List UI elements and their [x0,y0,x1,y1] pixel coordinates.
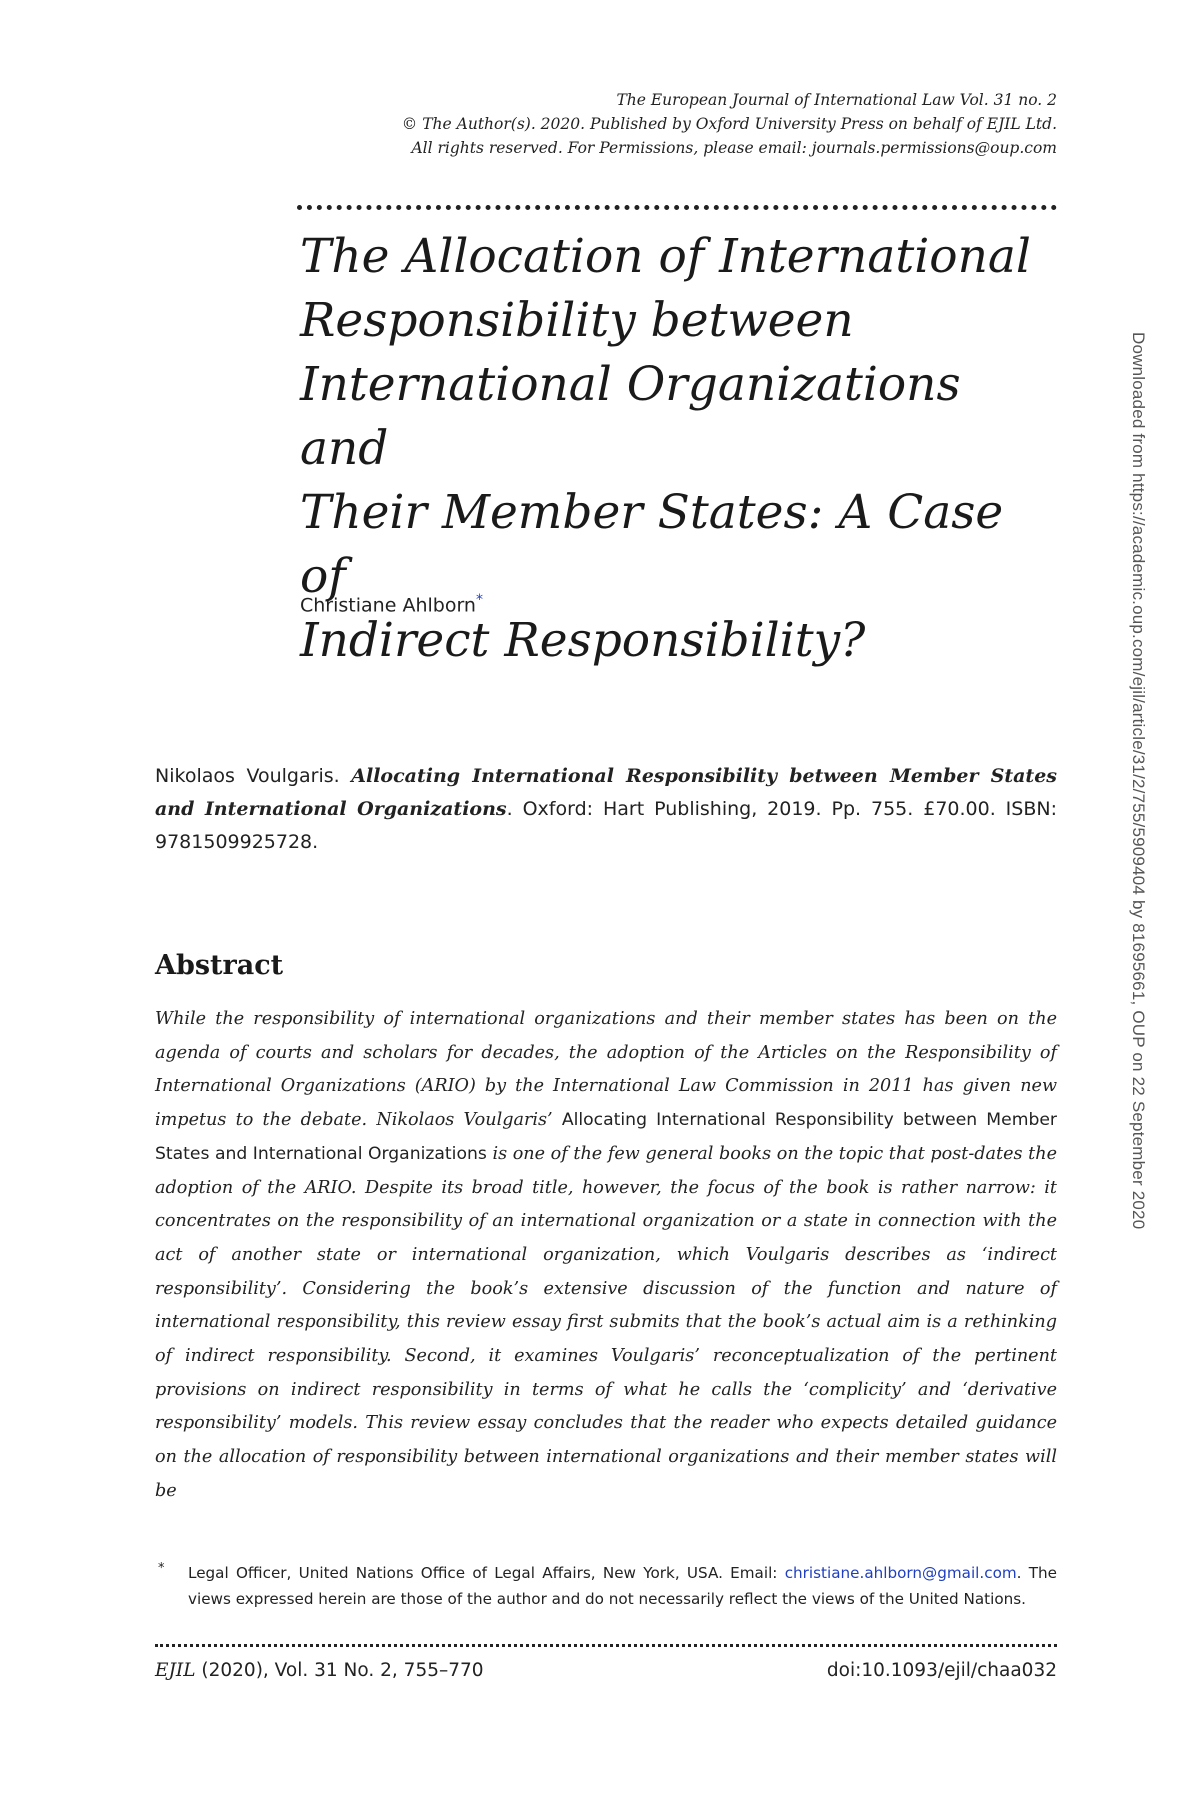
footer-divider [155,1644,1057,1647]
title-line: The Allocation of International [300,229,1031,284]
book-details: . Oxford: Hart Publishing, 2019. Pp. 755. £70.00. ISBN: 9781509925728. [155,798,1057,853]
footnote-disclaimer: . The views expressed herein are those of the author and do not necessarily reflect the views of the United Nations. [188,1564,1057,1608]
journal-abbrev: EJIL [155,1660,196,1681]
footnote-text [188,1560,1057,1612]
author-email-link[interactable]: christiane.ahlborn@gmail.com [784,1564,1017,1582]
journal-header [297,88,1057,160]
footnote-marker: * [158,1561,165,1576]
header-divider [297,205,1057,210]
download-watermark: Downloaded from https://academic.oup.com/ejil/article/31/2/755/5909404 by 81695661, OUP on 22 September 2020 [1129,332,1148,1230]
footnote-affiliation: Legal Officer, United Nations Office of Legal Affairs, New York, USA. Email: [188,1564,778,1582]
journal-header-line-2: © The Author(s). 2020. Published by Oxford University Press on behalf of EJIL Ltd. [401,115,1057,133]
footer-citation [155,1660,484,1681]
book-author: Nikolaos Voulgaris. [155,765,340,787]
reviewed-book-reference [155,760,1057,859]
abstract-book-title: Allocating International Responsibility between Member States and International Organizations [155,1110,1058,1164]
doi: doi:10.1093/ejil/chaa032 [826,1660,1057,1681]
citation-details: (2020), Vol. 31 No. 2, 755–770 [201,1660,484,1681]
title-line: International Organizations and [300,357,961,476]
abstract-part-2: is one of the few general books on the topic that post-dates the adoption of the ARIO. Despite its broad title, however, the focus of the book is rather narrow: it concentrates on the responsibility of an international organization or a state in connection with the act of another state or international organization, which Voulgaris describes as ‘indirect responsibility’. Considering the book’s extensive discussion of the function and nature of international responsibility, this review essay first submits that the book’s actual aim is a rethinking of indirect responsibility. Second, it examines Voulgaris’ reconceptualization of the pertinent provisions on indirect responsibility in terms of what he calls the ‘complicity’ and ‘derivative responsibility’ models. This review essay concludes that the reader who expects detailed guidance on the allocation of responsibility between international organizations and their member states will be [155,1143,1057,1501]
journal-header-line-1: The European Journal of International Law Vol. 31 no. 2 [616,91,1057,109]
author-footnote-marker[interactable]: * [475,592,483,608]
title-line: Indirect Responsibility? [300,613,866,668]
author-name: Christiane Ahlborn [300,594,476,617]
abstract-part-1: While the responsibility of international organizations and their member states has been on the agenda of courts and scholars for decades, the adoption of the Articles on the Responsibility of International Organizations (ARIO) by the International Law Commission in 2011 has given new impetus to the debate. Nikolaos Voulgaris’ [155,1009,1057,1131]
abstract-heading: Abstract [155,950,284,981]
abstract-text [155,1003,1057,1509]
author-footnote [155,1560,1057,1612]
book-title: Allocating International Responsibility between Member States and International Organizations [155,765,1057,820]
author-line [300,592,483,616]
journal-header-line-3: All rights reserved. For Permissions, please email: journals.permissions@oup.com [411,139,1057,157]
title-line: Responsibility between [300,293,854,348]
title-line: Their Member States: A Case of [300,485,1004,604]
